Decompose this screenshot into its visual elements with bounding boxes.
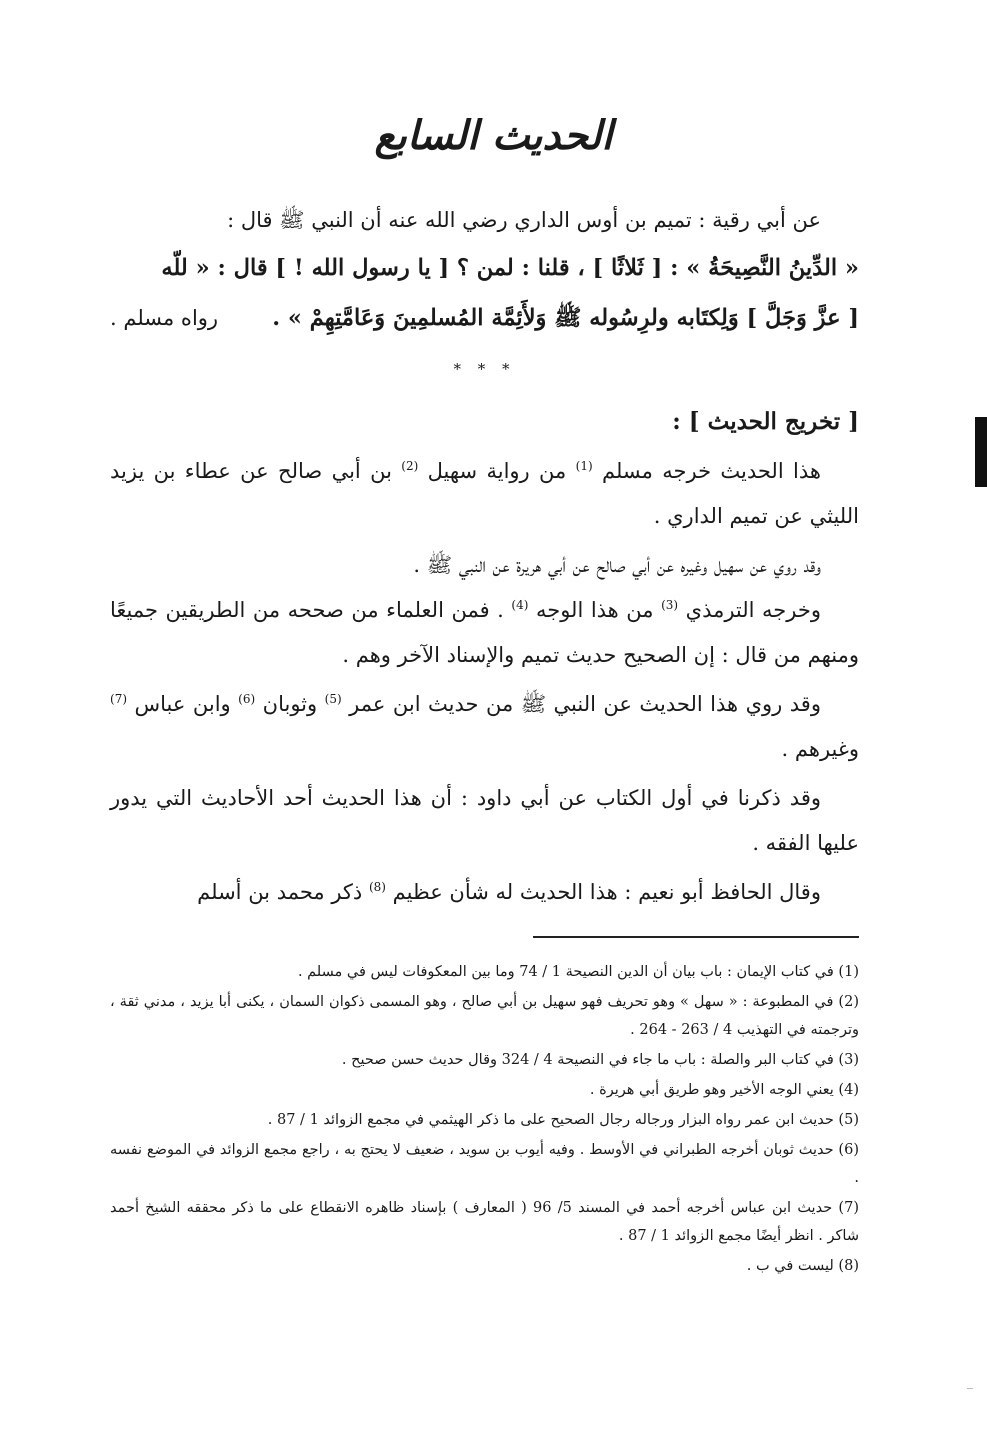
- footnote-item: (8) ليست في ب .: [746, 1258, 859, 1274]
- paragraph-1-text-a: هذا الحديث خرجه مسلم: [601, 459, 821, 483]
- hadith-intro: عن أبي رقية : تميم بن أوس الداري رضي الله عنه أن النبي ﷺ قال :: [227, 208, 821, 232]
- section-heading: [ تخريج الحديث ] :: [672, 408, 859, 435]
- paragraph-6-text-b: ذكر محمد بن أسلم: [197, 880, 363, 904]
- paragraph-2: وقد روي عن سهيل وغيره عن أبي صالح عن أبي هريرة عن النبي ﷺ .: [413, 553, 821, 577]
- footnotes: [110, 958, 859, 1282]
- hadith-text-line-2: [110, 293, 859, 343]
- paragraph-1: [110, 449, 859, 539]
- paragraph-1-text-c: بن أبي صالح عن عطاء بن يزيد الليثي عن تميم الداري .: [110, 459, 859, 528]
- narration-source: رواه مسلم .: [110, 306, 219, 330]
- paragraph-3-text-a: وخرجه الترمذي: [685, 598, 821, 622]
- footnote-ref-7: (7): [110, 692, 128, 706]
- footnote-divider: [533, 936, 859, 938]
- paragraph-4-text-d: وغيرهم .: [781, 737, 859, 761]
- footnote-ref-4: (4): [511, 598, 529, 612]
- footnote-item: (7) حديث ابن عباس أخرجه أحمد في المسند 5/ 96 ( المعارف ) بإسناد ظاهره الانقطاع على ما ذكر محققه الشيخ أحمد شاكر . انظر أيضًا مجمع الزوائد 1 / 87 .: [110, 1200, 859, 1244]
- paragraph-6: [110, 870, 859, 915]
- footnote-ref-1: (1): [575, 459, 593, 473]
- section-separator: * * *: [453, 360, 516, 378]
- footnote-ref-8: (8): [368, 880, 386, 894]
- main-text: [110, 198, 859, 915]
- footnote-item: (3) في كتاب البر والصلة : باب ما جاء في النصيحة 4 / 324 وقال حديث حسن صحيح .: [341, 1052, 859, 1068]
- paragraph-6-text-a: وقال الحافظ أبو نعيم : هذا الحديث له شأن عظيم: [392, 880, 821, 904]
- paragraph-4-text-c: وابن عباس: [134, 692, 231, 716]
- paragraph-4: [110, 682, 859, 772]
- scan-mark: [967, 1388, 973, 1389]
- paragraph-3: [110, 588, 859, 678]
- chapter-edge-tab: [975, 417, 987, 487]
- hadith-text-end: [ عزَّ وَجَلَّ ] وَلِكتَابه ولرِسُوله ﷺ وَلأَئِمَّة المُسلمِينَ وَعَامَّتِهِمْ » .: [272, 305, 859, 331]
- footnote-item: (4) يعني الوجه الأخير وهو طريق أبي هريرة .: [589, 1082, 859, 1098]
- page-title: الحديث السابع: [374, 112, 613, 159]
- paragraph-4-text-a: وقد روي هذا الحديث عن النبي ﷺ من حديث ابن عمر: [349, 692, 821, 716]
- hadith-text-line-1: « الدِّينُ النَّصِيحَةُ » : [ ثَلاثًا ] ، قلنا : لمن ؟ [ يا رسول الله ! ] قال : « للّه: [161, 255, 859, 281]
- footnote-ref-6: (6): [238, 692, 256, 706]
- paragraph-3-text-c: . فمن العلماء من صححه من الطريقين جميعًا ومنهم من قال : إن الصحيح حديث تميم والإسناد الآخر وهم .: [110, 598, 859, 667]
- footnote-item: (2) في المطبوعة : « سهل » وهو تحريف فهو سهيل بن أبي صالح ، وهو المسمى ذكوان السمان ، يكنى أبا يزيد ، مدني ثقة ، وترجمته في التهذيب 4 / 263 - 264 .: [110, 994, 859, 1038]
- paragraph-4-text-b: وثوبان: [262, 692, 318, 716]
- footnote-ref-3: (3): [661, 598, 679, 612]
- footnote-ref-5: (5): [324, 692, 342, 706]
- footnote-ref-2: (2): [401, 459, 419, 473]
- footnote-item: (1) في كتاب الإيمان : باب بيان أن الدين النصيحة 1 / 74 وما بين المعكوفات ليس في مسلم .: [297, 964, 859, 980]
- footnote-item: (6) حديث ثوبان أخرجه الطبراني في الأوسط . وفيه أيوب بن سويد ، ضعيف لا يحتج به ، راجع مجمع الزوائد في الموضع نفسه .: [110, 1142, 859, 1186]
- footnote-item: (5) حديث ابن عمر رواه البزار ورجاله رجال الصحيح على ما ذكر الهيثمي في مجمع الزوائد 1 / 87 .: [267, 1112, 859, 1128]
- paragraph-5: وقد ذكرنا في أول الكتاب عن أبي داود : أن هذا الحديث أحد الأحاديث التي يدور عليها الفقه .: [110, 786, 859, 855]
- paragraph-3-text-b: من هذا الوجه: [535, 598, 654, 622]
- paragraph-1-text-b: من رواية سهيل: [427, 459, 567, 483]
